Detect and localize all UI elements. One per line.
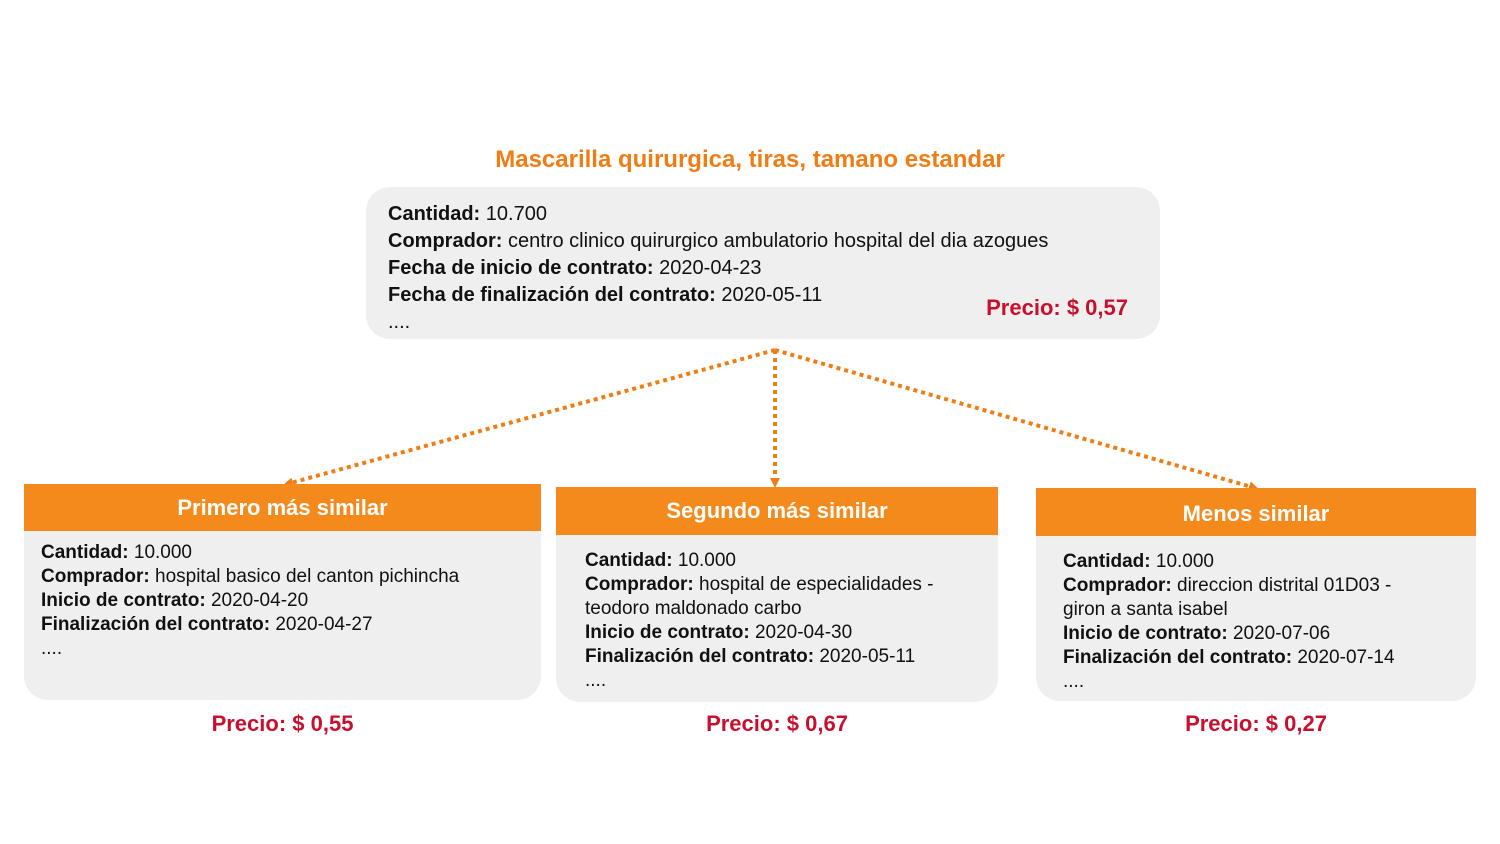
third-end-date: Finalización del contrato: 2020-07-14 [1063,647,1395,668]
result-card-first [24,531,541,700]
arrow-to-first [287,350,775,484]
source-ellipsis: .... [388,311,411,333]
second-price: Precio: $ 0,67 [706,711,848,736]
second-buyer: Comprador: hospital de especialidades - [585,574,934,595]
first-start-date: Inicio de contrato: 2020-04-20 [41,590,309,611]
first-buyer: Comprador: hospital basico del canton pichincha [41,566,460,587]
second-quantity: Cantidad: 10.000 [585,550,737,571]
second-start-date: Inicio de contrato: 2020-04-30 [585,622,853,643]
second-ellipsis: .... [585,670,607,691]
source-contract-card [366,187,1160,339]
product-title: Mascarilla quirurgica, tiras, tamano estandar [495,146,1005,173]
first-price: Precio: $ 0,55 [211,711,354,736]
result-header-third: Menos similar [1036,488,1476,536]
third-buyer-cont: giron a santa isabel [1063,599,1228,620]
third-start-date: Inicio de contrato: 2020-07-06 [1063,623,1331,644]
result-header-first: Primero más similar [24,484,541,531]
second-buyer-cont: teodoro maldonado carbo [585,598,802,619]
second-end-date: Finalización del contrato: 2020-05-11 [585,646,916,667]
third-quantity: Cantidad: 10.000 [1063,551,1215,572]
source-start-date: Fecha de inicio de contrato: 2020-04-23 [388,257,762,279]
third-ellipsis: .... [1063,671,1085,692]
source-quantity: Cantidad: 10.700 [388,203,547,225]
third-buyer: Comprador: direccion distrital 01D03 - [1063,575,1392,596]
result-header-second: Segundo más similar [556,487,998,535]
source-price: Precio: $ 0,57 [986,295,1128,320]
source-buyer: Comprador: centro clinico quirurgico ambulatorio hospital del dia azogues [388,230,1049,252]
third-price: Precio: $ 0,27 [1185,711,1327,736]
arrow-to-third [775,350,1255,488]
first-quantity: Cantidad: 10.000 [41,542,193,563]
source-end-date: Fecha de finalización del contrato: 2020-05-11 [388,284,823,306]
result-card-second [556,535,998,702]
first-end-date: Finalización del contrato: 2020-04-27 [41,614,373,635]
first-ellipsis: .... [41,638,63,659]
result-card-third [1036,536,1476,701]
